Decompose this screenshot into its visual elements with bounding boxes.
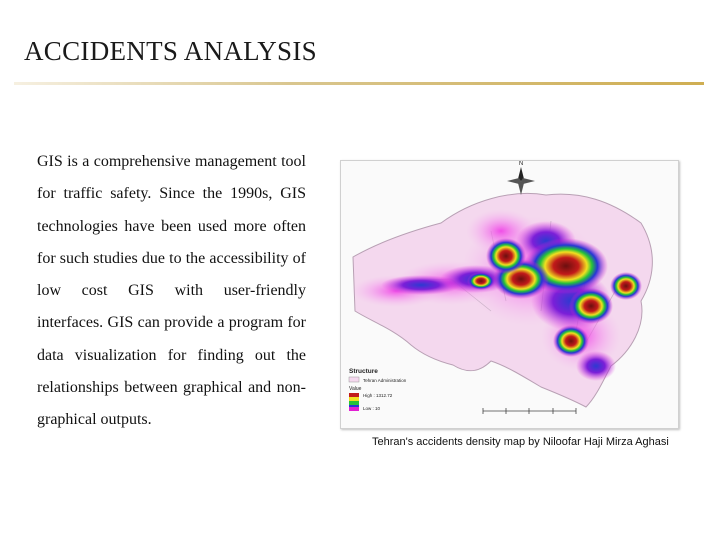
legend-value-heading: Value — [349, 386, 362, 392]
density-map-image — [340, 160, 679, 429]
legend-admin-label: Tehran Administration — [363, 378, 407, 383]
scale-bar — [483, 408, 576, 414]
map-caption: Tehran's accidents density map by Niloofar Haji Mirza Aghasi — [372, 436, 669, 448]
title-divider — [14, 82, 704, 85]
legend-high-label: High : 1312.72 — [363, 393, 393, 398]
legend-low-label: Low : 10 — [363, 406, 381, 411]
density-map-graphic — [341, 161, 678, 428]
north-arrow-icon — [507, 161, 535, 195]
compass-letter: N — [518, 161, 524, 167]
legend-title: Structure — [349, 368, 378, 375]
slide-title: ACCIDENTS ANALYSIS — [24, 36, 317, 66]
map-legend — [349, 368, 407, 411]
body-paragraph: GIS is a comprehensive management tool for traffic safety. Since the 1990s, GIS technologies have been used more often for such studies due to the accessibility of low cost GIS with user-friendly interfaces. GIS can provide a program for data visualization for finding out the relationships between graphical and non-graphical outputs. — [37, 153, 306, 429]
